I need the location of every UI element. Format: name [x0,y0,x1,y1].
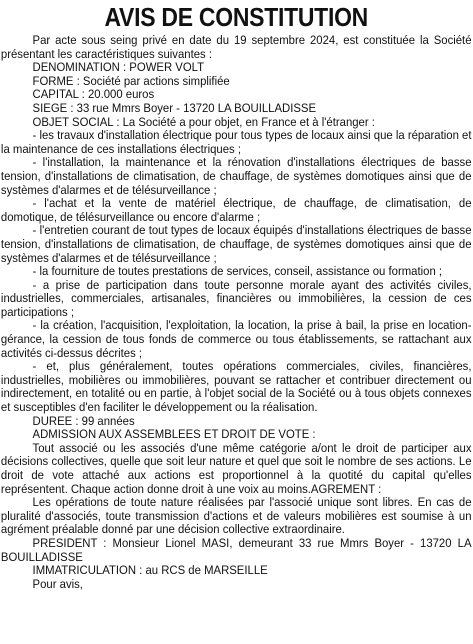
objet-item: - et, plus généralement, toutes opérations commerciales, civiles, financières, industrielles, mobilières ou immobilières, pouvant se rattacher et contribuer directement ou indirectement, en totalité ou en partie, à l'objet social de la Société ou à tous objets connexes et susceptibles d'en faciliter le développement ou la réalisation. [0,359,472,415]
objet-item: - les travaux d'installation électrique pour tous types de locaux ainsi que la réparation et la maintenance de ces installations électriques ; [0,128,472,156]
objet-item: - la fourniture de toutes prestations de services, conseil, assistance ou formation ; [32,264,443,279]
notice-title: AVIS DE CONSTITUTION [104,2,368,32]
president-paragraph: PRESIDENT : Monsieur Lionel MASI, demeurant 33 rue Mmrs Boyer - 13720 LA BOUILLADISSE [0,535,472,564]
forme-line: FORME : Société par actions simplifiée [32,73,230,88]
admission-paragraph: Tout associé ou les associés d'une même catégorie a/ont le droit de participer aux décisions collectives, quelle que soit leur nature et quel que soit le nombre de ses actions. Le droit de vote attaché aux actions est proportionnel à la quotité du capital qu'elles représentent. Chaque action donne droit à une voix au moins.AGREMENT : [0,440,472,496]
capital-line: CAPITAL : 20.000 euros [32,87,155,102]
objet-heading: OBJET SOCIAL : La Société a pour objet, en France et à l'étranger : [32,114,375,129]
siege-line: SIEGE : 33 rue Mmrs Boyer - 13720 LA BOUILLADISSE [32,100,317,115]
objet-item: - l'entretien courant de tout types de locaux équipés d'installations électriques de basse tension, d'installations de climatisation, de chauffage, de systèmes domotiques ainsi que de systèmes d'alarmes et de télésurveillance ; [0,223,472,265]
denomination-line: DENOMINATION : POWER VOLT [32,60,205,75]
objet-item: - l'achat et la vente de matériel électrique, de chauffage, de climatisation, de domotique, de télésurveillance ou encore d'alarme ; [0,196,472,224]
immatriculation-line: IMMATRICULATION : au RCS de MARSEILLE [32,563,268,578]
duree-line: DUREE : 99 années [32,413,135,428]
objet-item: - a prise de participation dans toute personne morale ayant des activités civiles, industrielles, commerciales, artisanales, financières ou immobilières, la cession de ces participations ; [0,277,472,319]
admission-heading: ADMISSION AUX ASSEMBLEES ET DROIT DE VOTE : [32,427,316,442]
closing-line: Pour avis, [32,576,83,591]
intro-paragraph: Par acte sous seing privé en date du 19 septembre 2024, est constituée la Société présentant les caractéristiques suivantes : [0,33,472,61]
objet-item: - l'installation, la maintenance et la rénovation d'installations électriques de basse tension, d'installations de climatisation, de chauffage, de systèmes domotiques ainsi que de systèmes d'alarmes et de télésurveillance ; [0,155,472,197]
agrement-paragraph: Les opérations de toute nature réalisées par l'associé unique sont libres. En cas de pluralité d'associés, toute transmission d'actions et de valeurs mobilières est soumise à un agrément préalable donné par une décision collective extraordinaire. [0,495,472,537]
objet-item: - la création, l'acquisition, l'exploitation, la location, la prise à bail, la prise en location-gérance, la cession de tous fonds de commerce ou tous établissements, se rattachant aux activités ci-dessus décrites ; [0,318,472,360]
